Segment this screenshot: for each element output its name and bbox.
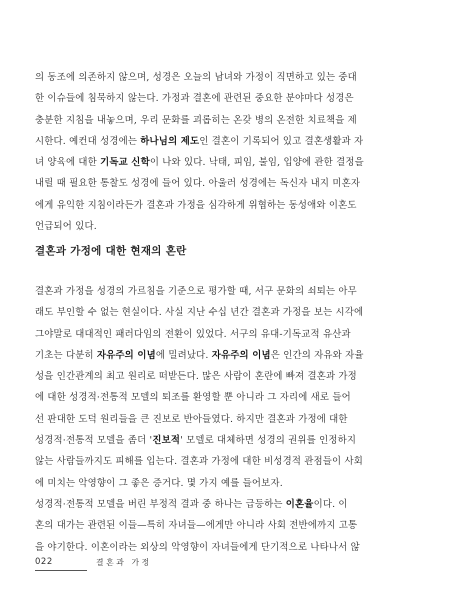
- text-line: 혼의 대가는 관련된 이들—특히 자녀들—에게만 아니라 사회 전반에까지 고통: [35, 520, 358, 532]
- text-line: 그야말로 대대적인 패러다임의 전환이 있었다. 서구의 유대-기독교적 유산과: [35, 328, 351, 340]
- text-line: 녀 양육에 대한 기독교 신학이 나와 있다. 낙태, 피임, 불임, 입양에 관한 결정을: [35, 157, 364, 169]
- text-line: 결혼과 가정을 성경의 가르침을 기준으로 평가할 때, 서구 문화의 쇠퇴는 아무: [35, 286, 357, 297]
- section-heading: 결혼과 가정에 대한 현재의 혼란: [35, 245, 187, 257]
- text-line: 을 야기한다. 이혼이라는 외상의 악영향이 자녀들에게 단기적으로 나타나서 않: [35, 541, 360, 553]
- text-line: 기초는 다분히 자유주의 이념에 밀려났다. 자유주의 이념은 인간의 자유와 자율: [35, 349, 364, 361]
- text-line: 언급되어 있다.: [35, 221, 97, 233]
- text-line: 내릴 때 필요한 통찰도 성경에 들어 있다. 아울러 성경에는 독신자 내지 미혼자: [35, 178, 361, 190]
- text-line: 충분한 지침을 내놓으며, 우리 문화를 괴롭히는 온갖 병의 온전한 치료책을 제: [35, 114, 357, 126]
- text-line: 에게 유익한 지침이라든가 결혼과 가정을 심각하게 위협하는 동성애와 이혼도: [35, 199, 357, 211]
- body-paragraph-2: [35, 281, 440, 558]
- text-line: 에 대한 성경적·전통적 모델의 퇴조를 환영할 뿐 아니라 그 자리에 새로 들어: [35, 392, 351, 404]
- text-line: 에 미치는 악영향이 그 좋은 증거다. 몇 가지 예를 들어보자.: [35, 477, 283, 489]
- text-line: 성경적·전통적 모델을 좀더 '진보적' 모델로 대체하면 성경의 권위를 인정하지: [35, 435, 357, 447]
- text-line: 않는 사람들까지도 피해를 입는다. 결혼과 가정에 대한 비성경적 관점들이 사회: [35, 456, 364, 468]
- text-line: 성경적·전통적 모델을 버린 부정적 결과 중 하나는 급등하는 이혼율이다. 이: [35, 498, 348, 510]
- running-title: 결혼과 가정: [96, 558, 152, 567]
- text-line: 성을 인간관계의 최고 원리로 떠받든다. 많은 사람이 혼란에 빠져 결혼과 가정: [35, 371, 357, 383]
- text-line: 한 이슈들에 침묵하지 않는다. 가정과 결혼에 관련된 중요한 분야마다 성경은: [35, 93, 354, 105]
- text-line: 래도 부인할 수 없는 현실이다. 사실 지난 수십 년간 결혼과 가정을 보는 시각에: [35, 307, 364, 319]
- page-number: 022: [35, 557, 53, 567]
- text-line: 선 판대한 도덕 원리들을 큰 진보로 반아들였다. 하지만 결혼과 가정에 대한: [35, 413, 348, 425]
- body-paragraph-1: [35, 67, 440, 237]
- text-line: 의 동조에 의존하지 않으며, 성경은 오늘의 남녀와 가정이 직면하고 있는 중대: [35, 72, 357, 83]
- footer-divider: [35, 570, 87, 571]
- text-line: 시한다. 예컨대 성경에는 하나님의 제도인 결혼이 기록되어 있고 결혼생활과 자: [35, 135, 364, 147]
